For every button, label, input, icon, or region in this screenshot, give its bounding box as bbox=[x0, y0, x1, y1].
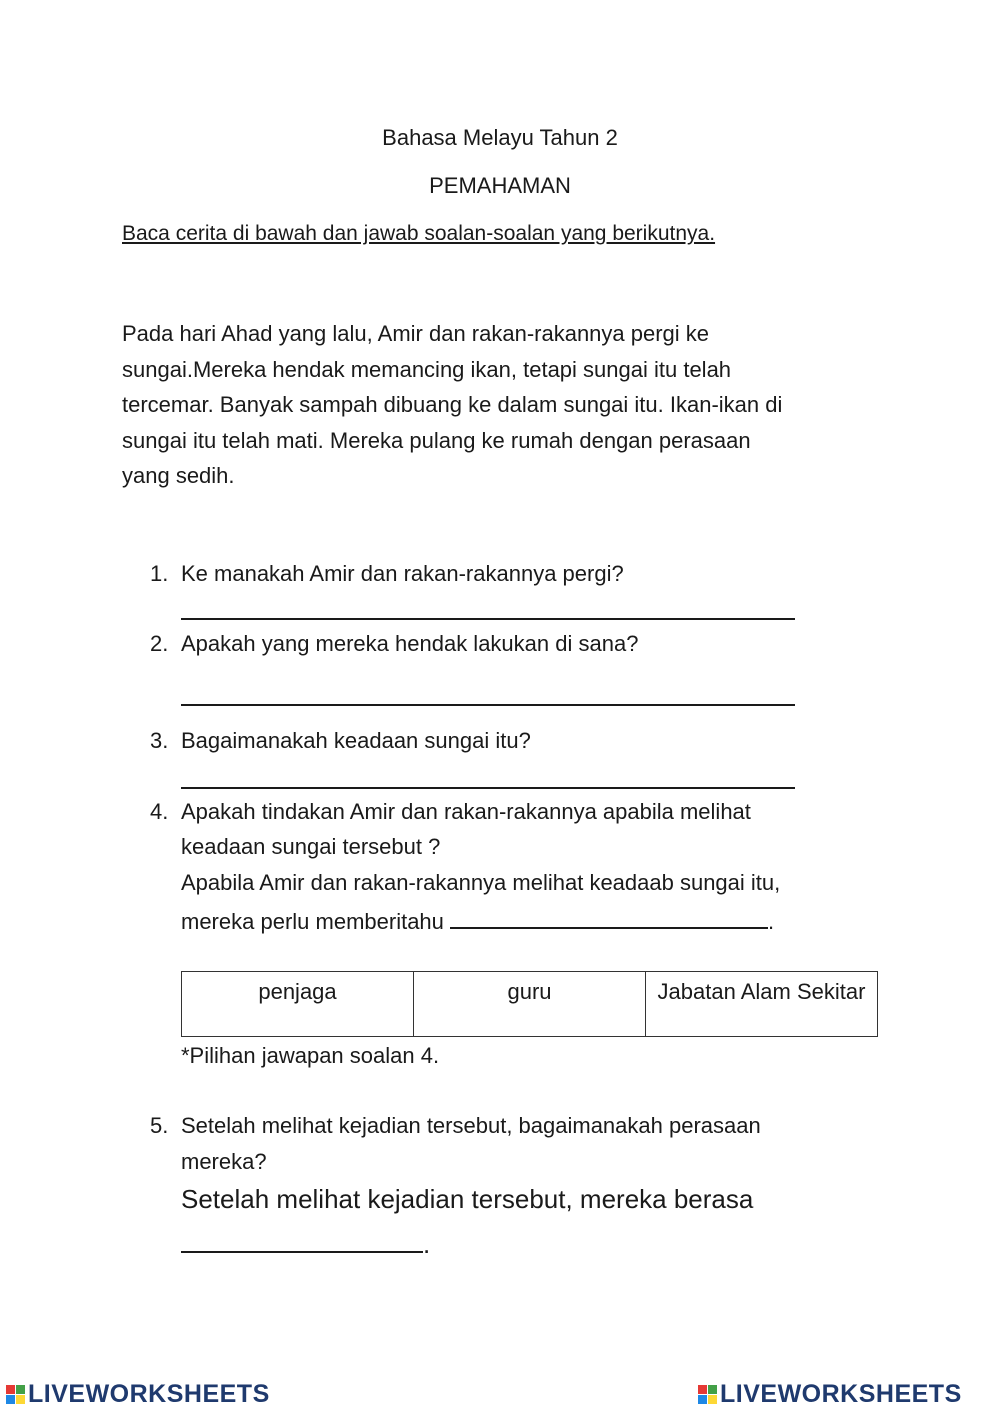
liveworksheets-logo-left[interactable] bbox=[6, 1380, 270, 1409]
answer-4-blank[interactable] bbox=[450, 905, 768, 929]
question-5-answer bbox=[181, 1227, 430, 1260]
option-cell[interactable]: penjaga bbox=[182, 972, 414, 1037]
question-4-line: Apabila Amir dan rakan-rakannya melihat keadaab sungai itu, bbox=[181, 870, 781, 895]
worksheet-title: PEMAHAMAN bbox=[429, 173, 571, 198]
instruction: Baca cerita di bawah dan jawab soalan-soalan yang berikutnya. bbox=[122, 222, 716, 245]
question-4-number: 4. bbox=[150, 799, 169, 824]
liveworksheets-logo-right[interactable] bbox=[698, 1380, 962, 1409]
answer-3-blank[interactable] bbox=[181, 765, 795, 789]
logo-text: LIVEWORKSHEETS bbox=[720, 1380, 962, 1408]
passage-line: yang sedih. bbox=[122, 463, 235, 488]
passage-line: sungai itu telah mati. Mereka pulang ke rumah dengan perasaan bbox=[122, 427, 751, 453]
logo-text: LIVEWORKSHEETS bbox=[28, 1380, 270, 1408]
question-5-number: 5. bbox=[150, 1113, 169, 1138]
question-4-line: keadaan sungai tersebut ? bbox=[181, 834, 441, 859]
answer-1-blank[interactable] bbox=[181, 596, 795, 620]
worksheet-subject: Bahasa Melayu Tahun 2 bbox=[382, 125, 618, 150]
answer-2-blank[interactable] bbox=[181, 682, 795, 706]
question-2-number: 2. bbox=[150, 631, 169, 656]
option-cell[interactable]: Jabatan Alam Sekitar bbox=[646, 972, 878, 1037]
question-5-line: Setelah melihat kejadian tersebut, bagaimanakah perasaan bbox=[181, 1113, 761, 1138]
question-1-text: Ke manakah Amir dan rakan-rakannya pergi? bbox=[181, 561, 624, 586]
question-4-period: . bbox=[768, 909, 775, 934]
question-1-number: 1. bbox=[150, 561, 169, 586]
question-5-line: Setelah melihat kejadian tersebut, mereka berasa bbox=[181, 1184, 754, 1214]
options-table bbox=[181, 971, 878, 1037]
question-4-line: Apakah tindakan Amir dan rakan-rakannya apabila melihat bbox=[181, 799, 751, 824]
passage bbox=[122, 316, 882, 494]
passage-line: sungai.Mereka hendak memancing ikan, tetapi sungai itu telah bbox=[122, 356, 732, 382]
question-3-text: Bagaimanakah keadaan sungai itu? bbox=[181, 728, 531, 753]
passage-line: Pada hari Ahad yang lalu, Amir dan rakan-rakannya pergi ke bbox=[122, 321, 710, 346]
passage-line: tercemar. Banyak sampah dibuang ke dalam sungai itu. Ikan-ikan di bbox=[122, 392, 783, 417]
question-5-line: mereka? bbox=[181, 1149, 267, 1174]
logo-mark-icon bbox=[698, 1385, 717, 1404]
question-4-sentence bbox=[181, 905, 774, 935]
question-5-period: . bbox=[423, 1229, 431, 1259]
option-cell[interactable]: guru bbox=[414, 972, 646, 1037]
answer-5-blank[interactable] bbox=[181, 1227, 423, 1253]
question-2-text: Apakah yang mereka hendak lakukan di sana? bbox=[181, 631, 639, 656]
logo-mark-icon bbox=[6, 1385, 25, 1404]
question-4-line: mereka perlu memberitahu bbox=[181, 909, 444, 934]
options-note: *Pilihan jawapan soalan 4. bbox=[181, 1043, 440, 1068]
question-3-number: 3. bbox=[150, 728, 169, 753]
